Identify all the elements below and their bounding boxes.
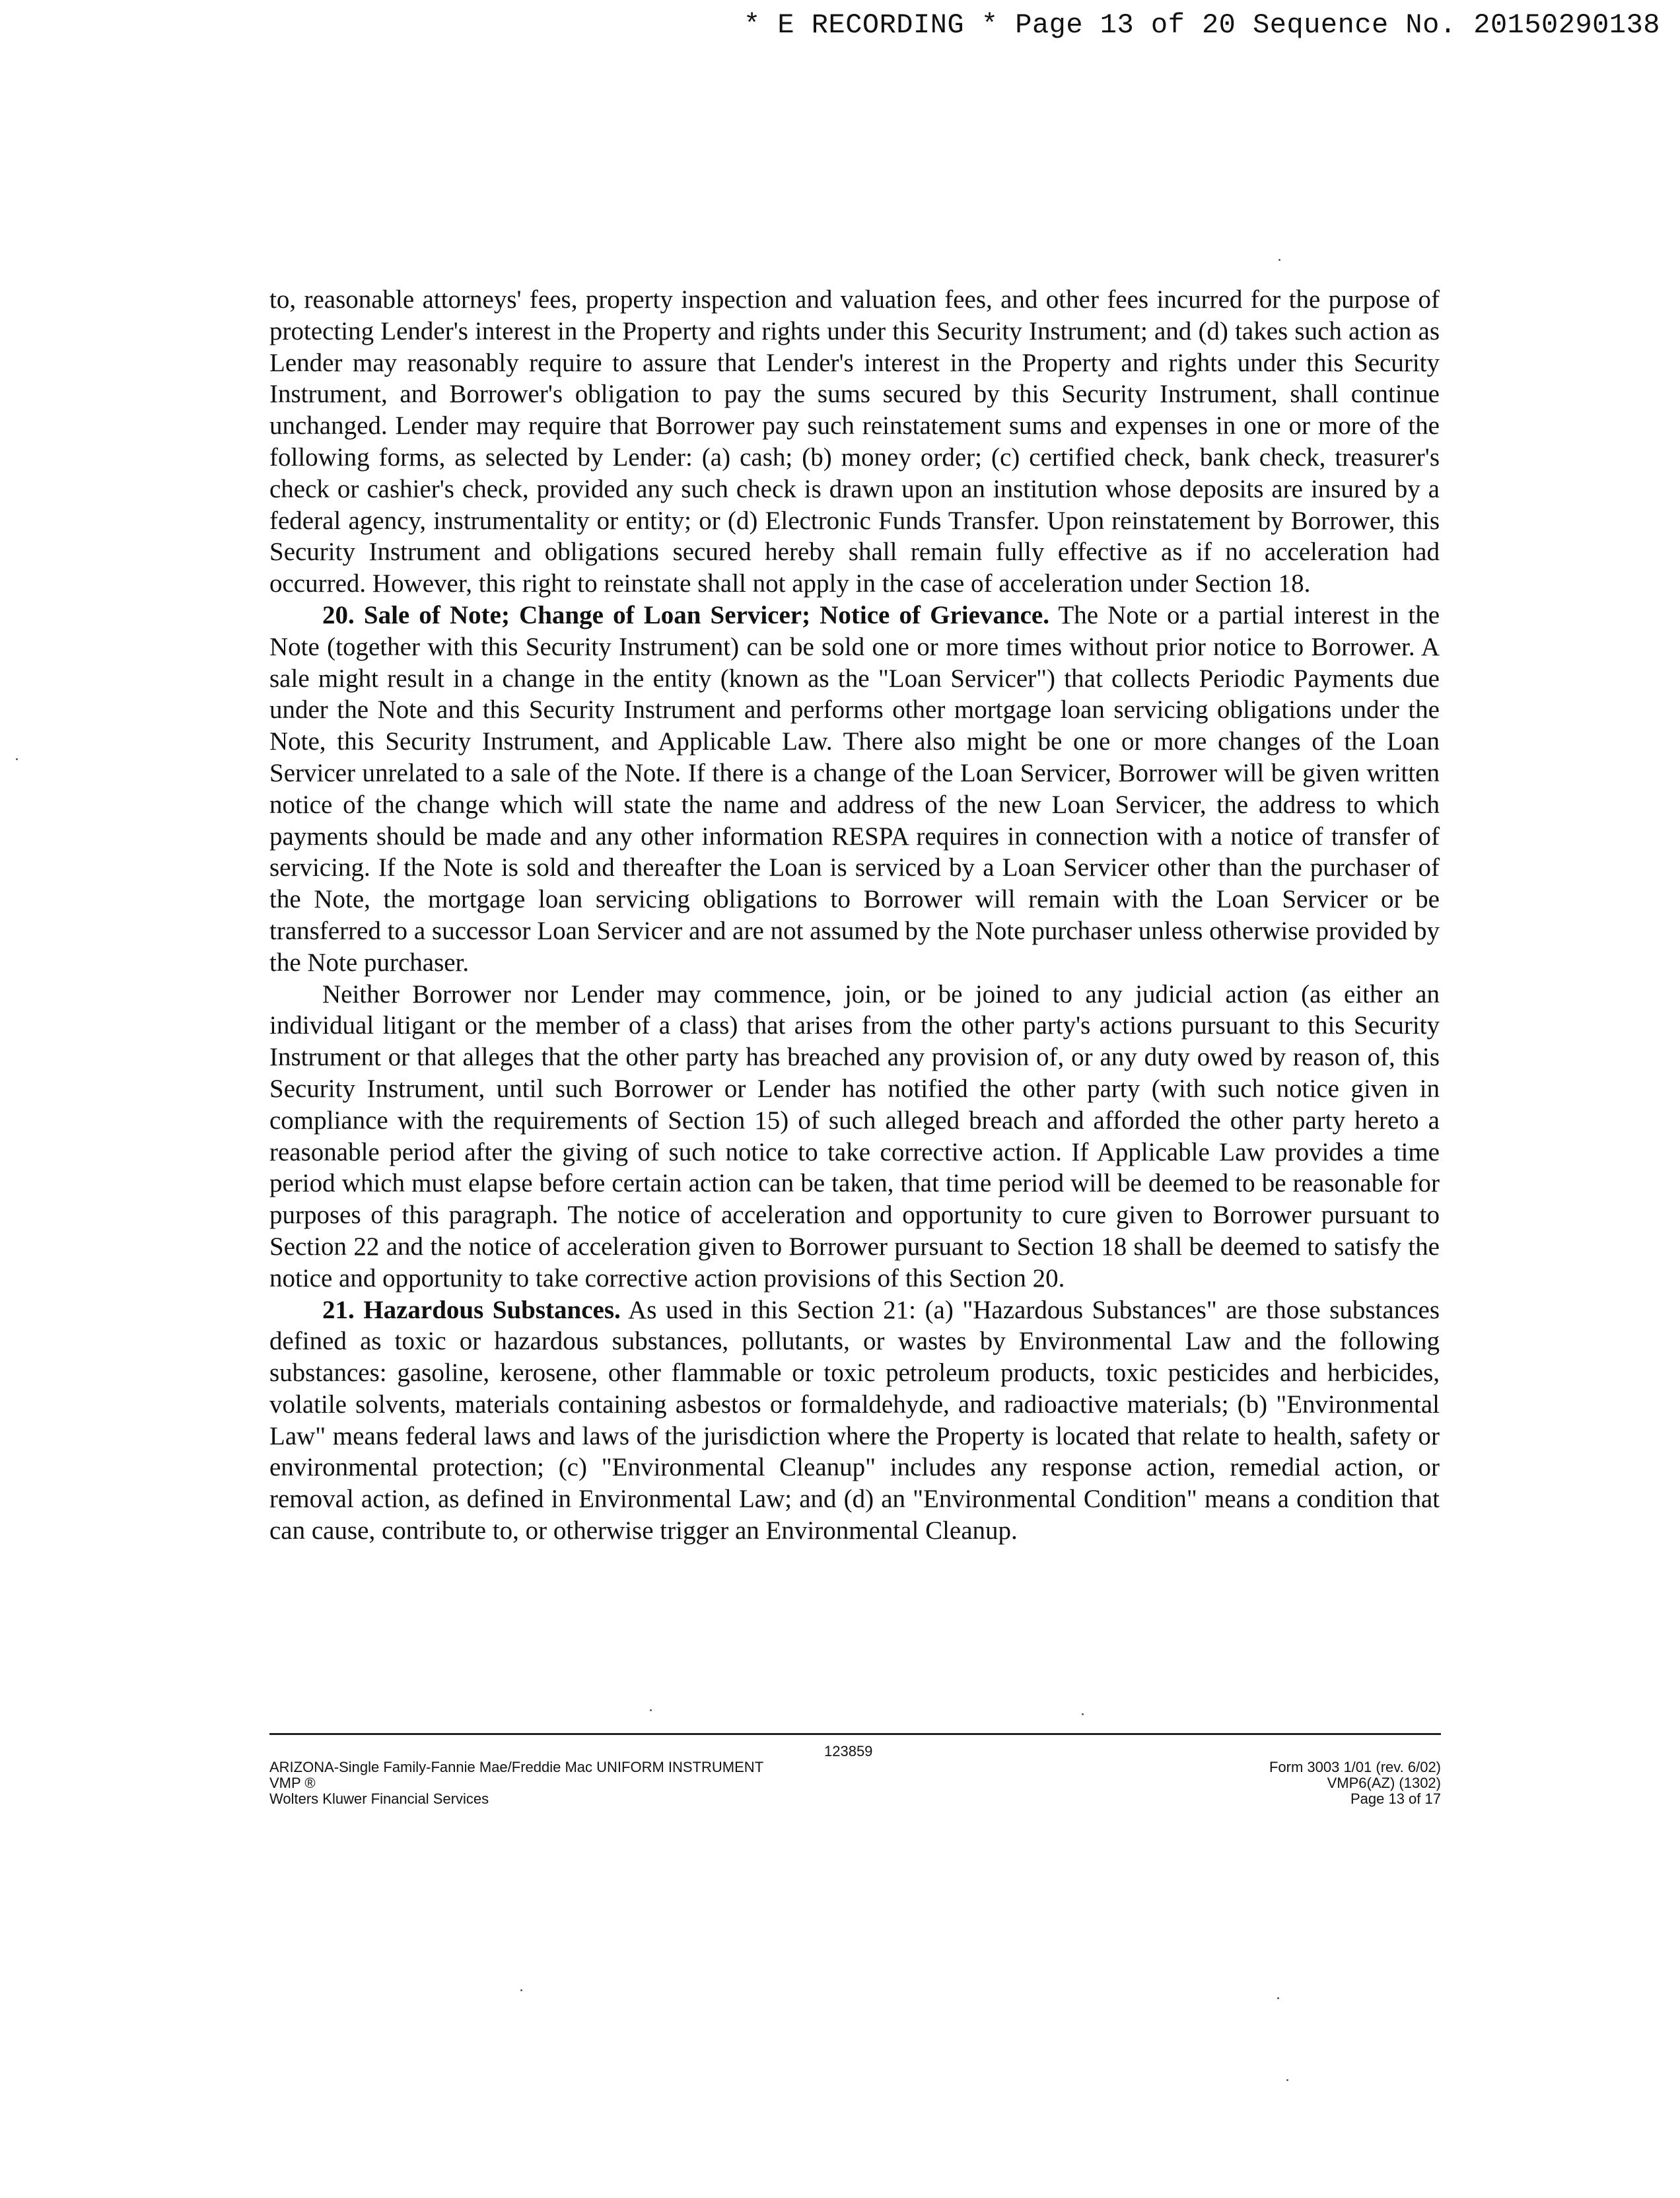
section-20-grievance-paragraph	[269, 979, 1440, 1294]
scan-speck	[650, 1709, 652, 1711]
page-footer	[269, 1744, 1441, 1816]
footer-vmp-mark: VMP ®	[269, 1775, 316, 1791]
document-body	[269, 284, 1440, 1547]
recording-header: * E RECORDING * Page 13 of 20 Sequence No. 20150290138	[743, 9, 1660, 41]
footer-divider	[269, 1733, 1441, 1735]
section-21-heading: 21. Hazardous Substances.	[322, 1295, 621, 1324]
footer-instrument-title: ARIZONA-Single Family-Fannie Mae/Freddie Mac UNIFORM INSTRUMENT	[269, 1759, 764, 1775]
paragraph-text: Neither Borrower nor Lender may commence, join, or be joined to any judicial action (as either an individual litigant or the member of a class) that arises from the other party's actions pursuant to this Security Instrument or that alleges that the other party has breached any provision of, or any duty owed by reason of, this Security Instrument, until such Borrower or Lender has notified the other party (with such notice given in compliance with the requirements of Section 15) of such alleged breach and afforded the other party hereto a reasonable period after the giving of such notice to take corrective action. If Applicable Law provides a time period which must elapse before certain action can be taken, that time period will be deemed to be reasonable for purposes of this paragraph. The notice of acceleration and opportunity to cure given to Borrower pursuant to Section 22 and the notice of acceleration given to Borrower pursuant to Section 18 shall be deemed to satisfy the notice and opportunity to take corrective action provisions of this Section 20.	[269, 979, 1440, 1293]
section-20-heading: 20. Sale of Note; Change of Loan Servicer; Notice of Grievance.	[322, 600, 1049, 629]
section-21-text: As used in this Section 21: (a) "Hazardous Substances" are those substances defined as toxic or hazardous substances, pollutants, or wastes by Environmental Law and the following substances: gasoline, kerosene, other flammable or toxic petroleum products, toxic pesticides and herbicides, volatile solvents, materials containing asbestos or formaldehyde, and radioactive materials; (b) "Environmental Law" means federal laws and laws of the jurisdiction where the Property is located that relate to health, safety or environmental protection; (c) "Environmental Cleanup" includes any response action, remedial action, or removal action, as defined in Environmental Law; and (d) an "Environmental Condition" means a condition that can cause, contribute to, or otherwise trigger an Environmental Cleanup.	[269, 1295, 1440, 1545]
paragraph-continuation	[269, 284, 1440, 600]
scan-speck	[520, 1989, 522, 1991]
section-20-text: The Note or a partial interest in the Note (together with this Security Instrument) can be sold one or more times without prior notice to Borrower. A sale might result in a change in the entity (known as the "Loan Servicer") that collects Periodic Payments due under the Note and this Security Instrument and performs other mortgage loan servicing obligations under the Note, this Security Instrument, and Applicable Law. There also might be one or more changes of the Loan Servicer unrelated to a sale of the Note. If there is a change of the Loan Servicer, Borrower will be given written notice of the change which will state the name and address of the new Loan Servicer, the address to which payments should be made and any other information RESPA requires in connection with a notice of transfer of servicing. If the Note is sold and thereafter the Loan is serviced by a Loan Servicer other than the purchaser of the Note, the mortgage loan servicing obligations to Borrower will remain with the Loan Servicer or be transferred to a successor Loan Servicer and are not assumed by the Note purchaser unless otherwise provided by the Note purchaser.	[269, 600, 1440, 977]
scan-speck	[1286, 2079, 1288, 2081]
section-21-paragraph	[269, 1294, 1440, 1547]
footer-document-code: 123859	[824, 1743, 873, 1759]
scan-speck	[1277, 1997, 1279, 1999]
footer-vmp-code: VMP6(AZ) (1302)	[1327, 1775, 1441, 1791]
paragraph-text: to, reasonable attorneys' fees, property inspection and valuation fees, and other fees incurred for the purpose of protecting Lender's interest in the Property and rights under this Security Instrument; and (d) takes such action as Lender may reasonably require to assure that Lender's interest in the Property and rights under this Security Instrument, and Borrower's obligation to pay the sums secured by this Security Instrument, shall continue unchanged. Lender may require that Borrower pay such reinstatement sums and expenses in one or more of the following forms, as selected by Lender: (a) cash; (b) money order; (c) certified check, bank check, treasurer's check or cashier's check, provided any such check is drawn upon an institution whose deposits are insured by a federal agency, instrumentality or entity; or (d) Electronic Funds Transfer. Upon reinstatement by Borrower, this Security Instrument and obligations secured hereby shall remain fully effective as if no acceleration had occurred. However, this right to reinstate shall not apply in the case of acceleration under Section 18.	[269, 285, 1440, 598]
footer-page-number: Page 13 of 17	[1350, 1790, 1441, 1807]
footer-publisher: Wolters Kluwer Financial Services	[269, 1790, 489, 1807]
scan-speck	[1082, 1713, 1084, 1715]
footer-form-info	[269, 1759, 763, 1807]
scan-speck	[16, 758, 18, 760]
footer-form-number	[1269, 1759, 1441, 1807]
footer-form-id: Form 3003 1/01 (rev. 6/02)	[1269, 1759, 1441, 1775]
scan-speck	[1278, 259, 1280, 261]
section-20-paragraph	[269, 600, 1440, 979]
